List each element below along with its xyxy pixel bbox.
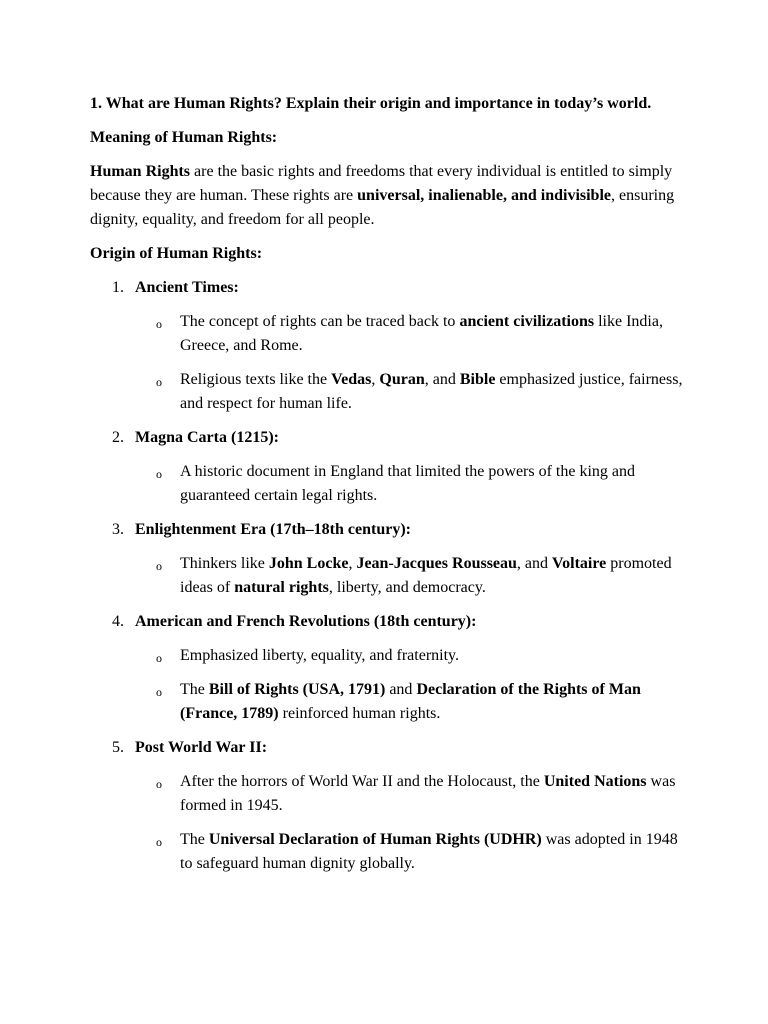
bullet-icon: o — [156, 777, 162, 791]
sub-list — [90, 460, 690, 508]
question-heading: 1. What are Human Rights? Explain their origin and importance in today’s world. — [90, 95, 652, 112]
sub-item: o The Bill of Rights (USA, 1791) and Declaration of the Rights of Man (France, 1789) reinforced human rights. — [156, 681, 641, 722]
bullet-icon: o — [156, 685, 162, 699]
sub-list — [90, 644, 690, 726]
meaning-heading: Meaning of Human Rights: — [90, 129, 278, 146]
item-number: 1. — [112, 279, 124, 296]
sub-item: o After the horrors of World War II and the Holocaust, the United Nations was formed in 1945. — [156, 773, 676, 814]
origin-heading: Origin of Human Rights: — [90, 245, 263, 262]
item-number: 4. — [112, 613, 124, 630]
bullet-icon: o — [156, 559, 162, 573]
sub-item: o A historic document in England that limited the powers of the king and guaranteed certain legal rights. — [156, 463, 636, 504]
sub-item: o Religious texts like the Vedas, Quran, and Bible emphasized justice, fairness, and respect for human life. — [156, 371, 683, 412]
origin-item — [90, 276, 690, 416]
origin-item — [90, 736, 690, 876]
origin-item — [90, 518, 690, 600]
meaning-paragraph: Human Rights are the basic rights and freedoms that every individual is entitled to simply because they are human. These rights are universal, inalienable, and indivisible, ensuring dignity, equality, and freedom for all people. — [90, 163, 675, 228]
bullet-icon: o — [156, 651, 162, 665]
item-title: Ancient Times: — [135, 279, 239, 296]
bullet-icon: o — [156, 835, 162, 849]
sub-list — [90, 552, 690, 600]
bullet-icon: o — [156, 375, 162, 389]
sub-item: o The concept of rights can be traced back to ancient civilizations like India, Greece, and Rome. — [156, 313, 663, 354]
bullet-icon: o — [156, 467, 162, 481]
bullet-icon: o — [156, 317, 162, 331]
sub-list — [90, 310, 690, 416]
sub-item: o Thinkers like John Locke, Jean-Jacques Rousseau, and Voltaire promoted ideas of natural rights, liberty, and democracy. — [156, 555, 672, 596]
item-title: Magna Carta (1215): — [135, 429, 279, 446]
origin-item — [90, 426, 690, 508]
meaning-term: Human Rights — [90, 163, 191, 180]
item-title: Post World War II: — [135, 739, 268, 756]
item-number: 5. — [112, 739, 124, 756]
document-content — [90, 92, 690, 886]
sub-item: o Emphasized liberty, equality, and fraternity. — [90, 644, 690, 668]
meaning-emphasis: universal, inalienable, and indivisible — [357, 187, 611, 204]
item-number: 3. — [112, 521, 124, 538]
sub-list — [90, 770, 690, 876]
sub-item: o The Universal Declaration of Human Rights (UDHR) was adopted in 1948 to safeguard human dignity globally. — [156, 831, 678, 872]
origin-list — [90, 276, 690, 876]
item-title: American and French Revolutions (18th century): — [135, 613, 477, 630]
origin-item — [90, 610, 690, 726]
item-number: 2. — [112, 429, 124, 446]
item-title: Enlightenment Era (17th–18th century): — [135, 521, 411, 538]
